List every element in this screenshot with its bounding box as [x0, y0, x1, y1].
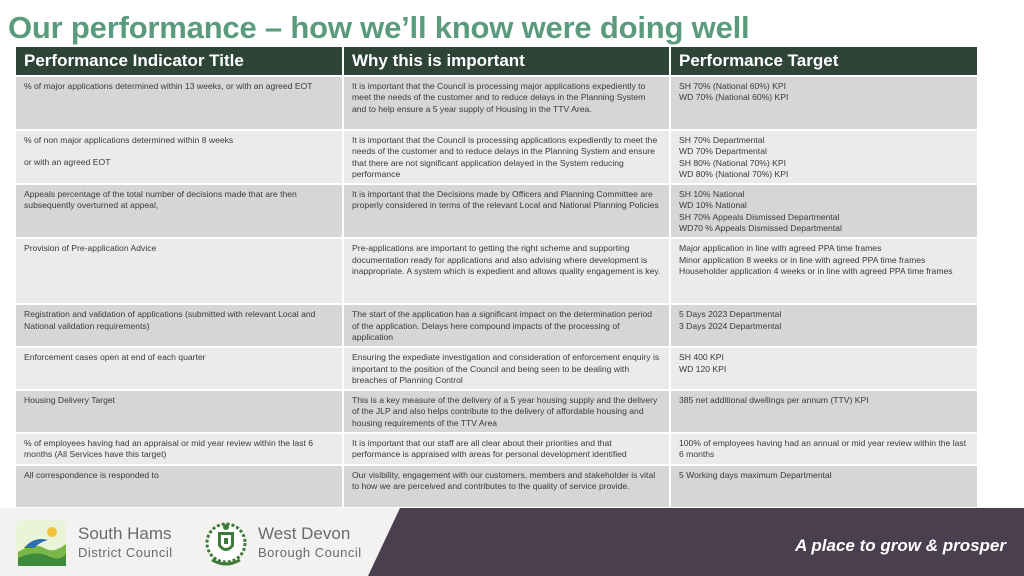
target-cell [670, 304, 977, 347]
why-cell [343, 465, 670, 507]
indicator-cell [16, 184, 343, 238]
cell-text: Our visibility, engagement with our customers, members and stakeholder is vital to how we are perceived and contributes to the quality of service provide. [352, 469, 656, 491]
cell-text: SH 80% (National 70%) KPI [679, 157, 786, 168]
cell-text: WD 70% Departmental [679, 146, 767, 157]
cell-text: or with an agreed EOT [24, 157, 111, 168]
page-title: Our performance – how we’ll know were doing well [8, 10, 750, 45]
why-cell [343, 347, 670, 390]
indicator-cell [16, 390, 343, 433]
cell-text: Enforcement cases open at end of each quarter [24, 352, 206, 363]
cell-text: Provision of Pre-application Advice [24, 243, 157, 254]
indicator-cell [16, 433, 343, 465]
table-row [16, 130, 977, 184]
cell-text: SH 70% Departmental [679, 135, 765, 145]
cell-text: Major application in line with agreed PPA time frames [679, 243, 882, 254]
cell-text: SH 10% National [679, 189, 745, 200]
cell-text: % of employees having had an appraisal or mid year review within the last 6 months (All Services have this target) [24, 438, 313, 460]
indicator-cell [16, 465, 343, 507]
target-cell [670, 433, 977, 465]
cell-text: % of major applications determined within 13 weeks, or with an agreed EOT [24, 81, 313, 91]
target-cell [670, 465, 977, 507]
cell-text: SH 70% Appeals Dismissed Departmental [679, 211, 840, 222]
cell-text: 5 Days 2023 Departmental [679, 309, 782, 320]
indicator-cell [16, 304, 343, 347]
why-cell [343, 238, 670, 304]
why-cell [343, 184, 670, 238]
cell-text: It is important that the Council is processing major applications expediently to meet the needs of the customer and to reduce delays in the Planning System and to help ensure a 5 year supply of Housing in the TTV Area. [352, 81, 646, 114]
cell-text: Pre-applications are important to getting the right scheme and supporting documentation ready for applications and also advising where development is inappropriate. A system which is expedient and allows quality engagement is key. [352, 243, 661, 276]
indicator-cell [16, 76, 343, 130]
org2-name: West Devon [258, 524, 351, 543]
cell-text: WD 120 KPI [679, 363, 727, 374]
why-cell [343, 76, 670, 130]
cell-text: 385 net additional dwellings per annum (TTV) KPI [679, 395, 869, 406]
performance-table [16, 47, 977, 507]
table-row [16, 433, 977, 465]
cell-text: The start of the application has a significant impact on the determination period of the application. Delays here compound impacts of the processing of application [352, 309, 653, 342]
cell-text: 5 Working days maximum Departmental [679, 469, 832, 480]
cell-text: Householder application 4 weeks or in line with agreed PPA time frames [679, 265, 953, 276]
indicator-cell [16, 347, 343, 390]
cell-text: Ensuring the expediate investigation and consideration of enforcement enquiry is important to the position of the Council and being seen to be dealing with breaches of Planning Control [352, 352, 660, 385]
south-hams-logo-icon [14, 518, 68, 568]
why-cell [343, 130, 670, 184]
table-row [16, 304, 977, 347]
footer-banner [0, 508, 1024, 576]
cell-text: % of non major applications determined within 8 weeks [24, 135, 234, 145]
slogan: A place to grow & prosper [795, 536, 1006, 555]
why-cell [343, 433, 670, 465]
target-cell [670, 130, 977, 184]
cell-text: This is a key measure of the delivery of a 5 year housing supply and the delivery of the JLP and also helps contribute to the delivery of affordable housing and housing requirements of the TTV Area [352, 395, 658, 428]
cell-text: It is important that the Decisions made by Officers and Planning Committee are properly considered in terms of the relevant Local and National Planning Policies [352, 189, 659, 211]
header-why-important: Why this is important [343, 47, 670, 76]
cell-text: It is important that our staff are all clear about their priorities and that performance is appraised with areas for personal development identified [352, 438, 627, 460]
indicator-cell [16, 238, 343, 304]
west-devon-crest-icon [204, 516, 248, 570]
header-indicator-title: Performance Indicator Title [16, 47, 343, 76]
cell-text: Appeals percentage of the total number of decisions made that are then subsequently overturned at appeal, [24, 189, 297, 211]
cell-text: 100% of employees having had an annual or mid year review within the last 6 months [679, 438, 967, 460]
indicator-cell [16, 130, 343, 184]
why-cell [343, 390, 670, 433]
cell-text: All correspondence is responded to [24, 469, 159, 480]
table-row [16, 347, 977, 390]
cell-text: WD 70% (National 60%) KPI [679, 92, 789, 103]
cell-text: 3 Days 2024 Departmental [679, 320, 782, 331]
cell-text: SH 70% (National 60%) KPI [679, 81, 786, 91]
table-row [16, 76, 977, 130]
target-cell [670, 390, 977, 433]
cell-text: Minor application 8 weeks or in line with agreed PPA time frames [679, 254, 926, 265]
header-performance-target: Performance Target [670, 47, 977, 76]
target-cell [670, 76, 977, 130]
cell-text: WD70 % Appeals Dismissed Departmental [679, 223, 842, 234]
org2-subtitle: Borough Council [258, 545, 362, 560]
target-cell [670, 347, 977, 390]
table-row [16, 238, 977, 304]
target-cell [670, 184, 977, 238]
cell-text: WD 10% National [679, 200, 747, 211]
table-row [16, 390, 977, 433]
target-cell [670, 238, 977, 304]
cell-text: It is important that the Council is processing applications expediently to meet the needs of the customer and to reduce delays in the Planning System and ensure that there are not significant application delayed in the System reducing performance [352, 135, 658, 179]
table-row [16, 465, 977, 507]
table-header-row [16, 47, 977, 76]
cell-text: SH 400 KPI [679, 352, 724, 363]
cell-text: Housing Delivery Target [24, 395, 116, 406]
org1-subtitle: District Council [78, 545, 173, 560]
why-cell [343, 304, 670, 347]
cell-text: Registration and validation of applications (submitted with relevant Local and National validation requirements) [24, 309, 316, 331]
org1-name: South Hams [78, 524, 172, 543]
table-row [16, 184, 977, 238]
cell-spacer [24, 146, 334, 157]
cell-text: WD 80% (National 70%) KPI [679, 168, 789, 179]
